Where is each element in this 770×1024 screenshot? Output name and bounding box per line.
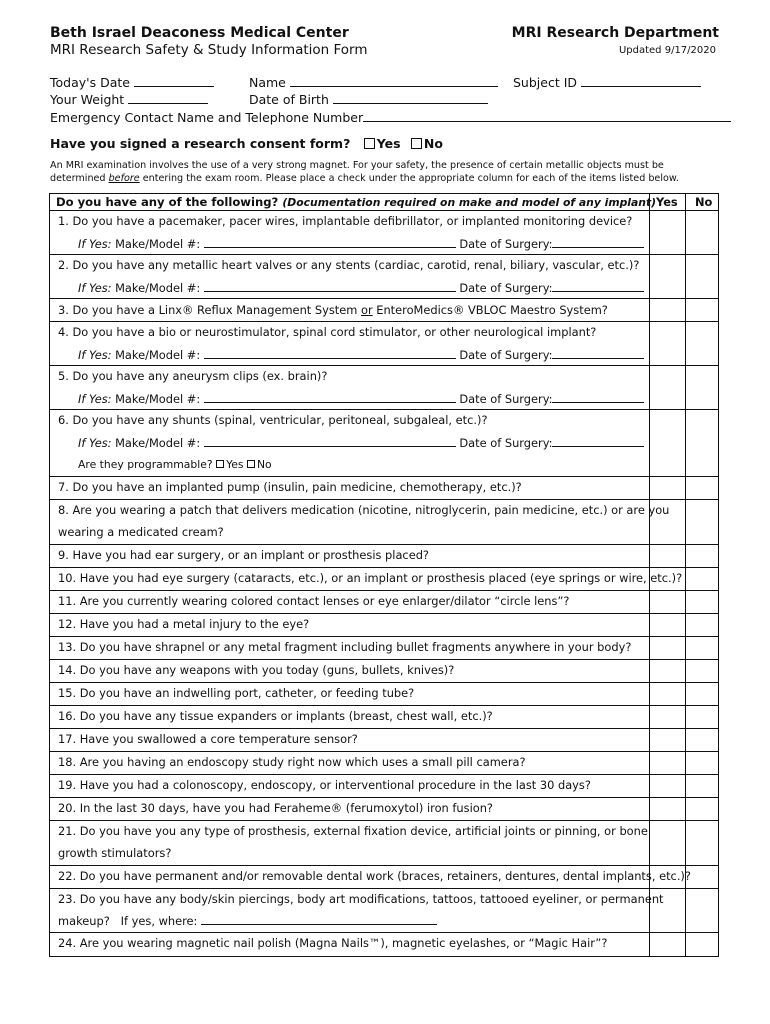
updated-date: Updated 9/17/2020 (618, 45, 716, 56)
question-20: 20. In the last 30 days, have you had Feraheme® (ferumoxytol) iron fusion? (58, 801, 493, 815)
question-1: 1. Do you have a pacemaker, pacer wires, implantable defibrillator, or implanted monitoring device? (58, 214, 633, 228)
checkbox-icon[interactable] (216, 460, 224, 468)
dob-field[interactable] (249, 92, 488, 107)
question-11: 11. Are you currently wearing colored contact lenses or eye enlarger/dilator “circle lens”? (58, 594, 570, 608)
question-23-line-2[interactable]: makeup? If yes, where: (58, 914, 437, 928)
col-no-header: No (695, 195, 713, 209)
question-21-line-1: 21. Do you have you any type of prosthesis, external fixation device, artificial joints or pinning, or bone (58, 824, 648, 838)
prog-yes-option[interactable]: Yes (216, 458, 243, 471)
name-field[interactable] (249, 75, 498, 90)
weight-field[interactable] (50, 92, 208, 107)
q5-details[interactable]: If Yes: Make/Model #: Date of Surgery: (78, 392, 644, 406)
consent-question-text: Have you signed a research consent form? (50, 136, 351, 151)
col-yes-header: Yes (656, 195, 678, 209)
q6-details[interactable]: If Yes: Make/Model #: Date of Surgery: (78, 436, 644, 450)
q6-programmable: Are they programmable? Yes No (78, 458, 272, 471)
subject-id-label: Subject ID (513, 75, 578, 90)
emergency-contact-field[interactable] (50, 110, 731, 125)
question-6: 6. Do you have any shunts (spinal, ventricular, peritoneal, subgaleal, etc.)? (58, 413, 488, 427)
question-8-line-2: wearing a medicated cream? (58, 525, 224, 539)
question-22: 22. Do you have permanent and/or removable dental work (braces, retainers, dentures, dental implants, etc.)? (58, 869, 691, 883)
question-15: 15. Do you have an indwelling port, catheter, or feeding tube? (58, 686, 415, 700)
question-8-line-1: 8. Are you wearing a patch that delivers medication (nicotine, nitroglycerin, pain medicine, etc.) or are you (58, 503, 670, 517)
question-13: 13. Do you have shrapnel or any metal fragment including bullet fragments anywhere in your body? (58, 640, 632, 654)
question-12: 12. Have you had a metal injury to the eye? (58, 617, 310, 631)
name-label: Name (249, 75, 286, 90)
department-name: MRI Research Department (511, 25, 719, 41)
form-title: MRI Research Safety & Study Information Form (50, 42, 368, 58)
question-19: 19. Have you had a colonoscopy, endoscopy, or interventional procedure in the last 30 days? (58, 778, 591, 792)
q4-details[interactable]: If Yes: Make/Model #: Date of Surgery: (78, 348, 644, 362)
question-23-line-1: 23. Do you have any body/skin piercings, body art modifications, tattoos, tattooed eyeliner, or permanent (58, 892, 664, 906)
intro-line-2: determined before entering the exam room. Please place a check under the appropriate column for each of the items listed below. (50, 173, 679, 184)
question-7: 7. Do you have an implanted pump (insulin, pain medicine, chemotherapy, etc.)? (58, 480, 522, 494)
today-date-label: Today's Date (50, 75, 130, 90)
checkbox-icon[interactable] (364, 138, 375, 149)
intro-line-1: An MRI examination involves the use of a very strong magnet. For your safety, the presence of certain metallic objects must be (50, 160, 664, 171)
q1-details[interactable]: If Yes: Make/Model #: Date of Surgery: (78, 237, 644, 251)
question-4: 4. Do you have a bio or neurostimulator, spinal cord stimulator, or other neurological implant? (58, 325, 597, 339)
screening-table (49, 193, 719, 957)
weight-label: Your Weight (50, 92, 125, 107)
q2-details[interactable]: If Yes: Make/Model #: Date of Surgery: (78, 281, 644, 295)
prog-no-option[interactable]: No (247, 458, 272, 471)
question-21-line-2: growth stimulators? (58, 846, 172, 860)
consent-question (50, 136, 443, 151)
question-16: 16. Do you have any tissue expanders or implants (breast, chest wall, etc.)? (58, 709, 493, 723)
question-2: 2. Do you have any metallic heart valves or any stents (cardiac, carotid, renal, biliary, vascular, etc.)? (58, 258, 640, 272)
question-10: 10. Have you had eye surgery (cataracts, etc.), or an implant or prosthesis placed (eye springs or wire, etc.)? (58, 571, 683, 585)
org-name: Beth Israel Deaconess Medical Center (50, 25, 349, 41)
question-14: 14. Do you have any weapons with you today (guns, bullets, knives)? (58, 663, 455, 677)
table-header: Do you have any of the following? (Documentation required on make and model of any implant) (56, 195, 657, 209)
emergency-contact-label: Emergency Contact Name and Telephone Number (50, 110, 364, 125)
question-3: 3. Do you have a Linx® Reflux Management System or EnteroMedics® VBLOC Maestro System? (58, 303, 608, 317)
checkbox-icon[interactable] (411, 138, 422, 149)
checkbox-icon[interactable] (247, 460, 255, 468)
subject-id-field[interactable] (513, 75, 701, 90)
today-date-field[interactable] (50, 75, 214, 90)
before-emphasis: before (108, 173, 140, 184)
question-17: 17. Have you swallowed a core temperature sensor? (58, 732, 358, 746)
no-column-divider (685, 194, 686, 956)
consent-no-option[interactable]: No (411, 136, 443, 151)
question-18: 18. Are you having an endoscopy study right now which uses a small pill camera? (58, 755, 526, 769)
question-5: 5. Do you have any aneurysm clips (ex. brain)? (58, 369, 328, 383)
dob-label: Date of Birth (249, 92, 329, 107)
consent-yes-option[interactable]: Yes (364, 136, 401, 151)
question-9: 9. Have you had ear surgery, or an implant or prosthesis placed? (58, 548, 429, 562)
question-24: 24. Are you wearing magnetic nail polish (Magna Nails™), magnetic eyelashes, or “Magic Hair”? (58, 936, 608, 950)
